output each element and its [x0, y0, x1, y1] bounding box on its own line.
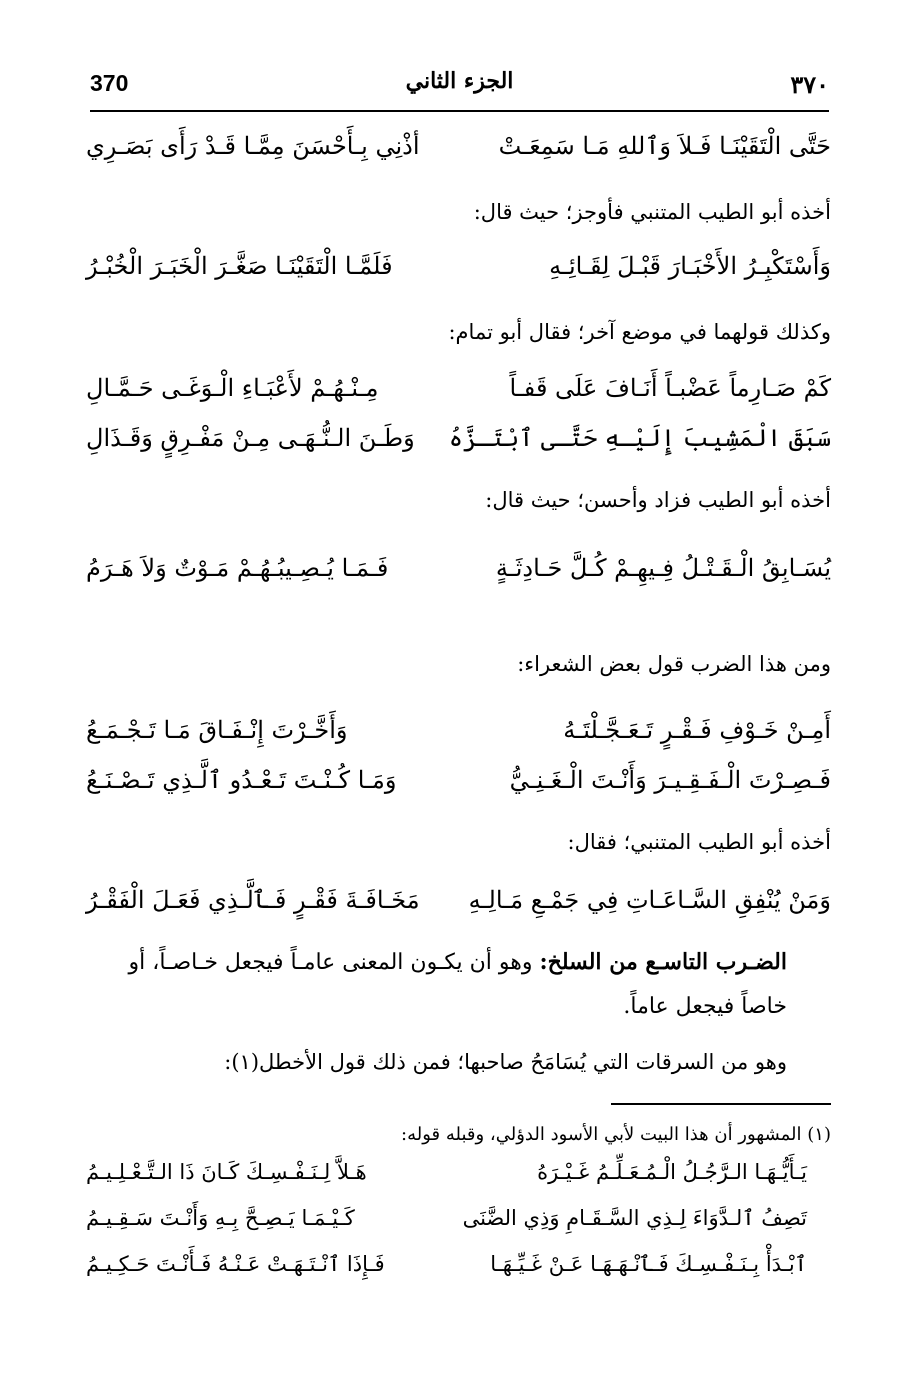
verse-hemistich: هَـلاَّ لِـنَـفْـسِـكَ كَـانَ ذَا الـتَّـعْـلِـيـمُ	[86, 1160, 367, 1184]
verse-hemistich: حَتَّى الْتَقَيْنَـا فَـلاَ وَٱللهِ مَـا سَمِعَـتْ	[498, 132, 831, 160]
prose-line: أخذه أبو الطيب المتنبي؛ فقال:	[567, 830, 831, 854]
verse-hemistich: مَخَـافَـةَ فَقْـرٍ فَـٱلَّـذِي فَعَـلَ الْفَقْـرُ	[86, 886, 420, 914]
verse-hemistich: سَبَقَ الْمَشِيبَ إِلَيْـهِ حَتَّـى ٱبْتَـزَّهُ	[448, 424, 831, 452]
verse-hemistich: كَـيْـمَـا يَـصِـحَّ بِـهِ وَأَنْـتَ سَـقِـيـمُ	[86, 1206, 355, 1230]
prose-line: أخذه أبو الطيب فزاد وأحسن؛ حيث قال:	[485, 488, 831, 512]
verse-hemistich: مِـنْـهُـمْ لأَعْبَـاءِ الْـوَغَـى حَـمَّـالِ	[86, 374, 379, 402]
verse-hemistich: تَصِفُ ٱلـدَّوَاءَ لِـذِي السَّـقَـامِ وَذِي الضَّنَى	[462, 1206, 807, 1230]
verse-hemistich: فَـإِذَا ٱنْـتَـهَـتْ عَـنْـهُ فَـأَنْـتَ حَـكِـيـمُ	[86, 1252, 385, 1276]
verse-hemistich: يُسَـابِقُ الْـقَـتْـلُ فِـيهِـمْ كُـلَّ حَـادِثَـةٍ	[495, 554, 831, 582]
page-number-latin: 370	[90, 70, 129, 96]
verse-hemistich: فَـمَـا يُـصِـيبُـهُـمْ مَـوْتٌ وَلاَ هَـرَمُ	[86, 554, 389, 582]
page-number-arabic: ٣٧٠	[790, 70, 829, 99]
verse-line	[86, 252, 831, 296]
verse-line	[86, 766, 831, 810]
verse-hemistich: فَلَمَّـا الْتَقَيْنَـا صَغَّـرَ الْخَبَـرَ الْخُبْـرُ	[86, 252, 393, 280]
verse-line	[86, 132, 831, 176]
verse-hemistich: وَمَـا كُـنْـتَ تَـعْـدُو ٱلَّـذِي تَـصْـنَـعُ	[86, 766, 397, 794]
running-title: الجزء الثاني	[405, 68, 514, 94]
verse-line	[86, 716, 831, 760]
verse-line	[86, 554, 831, 598]
section-label: الضـرب التاسـع من السلخ:	[539, 949, 787, 975]
verse-hemistich: كَمْ صَـارِماً عَضْبـاً أَنَـافَ عَلَى قَفـاً	[509, 374, 831, 402]
prose-line: وهو من السرقات التي يُسَامَحُ صاحبها؛ فمن ذلك قول الأخطل(١):	[224, 1050, 787, 1074]
prose-line: أخذه أبو الطيب المتنبي فأوجز؛ حيث قال:	[473, 200, 831, 224]
verse-hemistich: أذْنِي بِـأَحْسَنَ مِمَّـا قَـدْ رَأَى بَصَـرِي	[86, 132, 420, 160]
verse-line	[86, 424, 831, 468]
verse-hemistich: وَأَسْتَكْبِـرُ الأَخْبَـارَ قَبْـلَ لِقَـائِـهِ	[549, 252, 831, 280]
footnote-rule	[611, 1103, 831, 1105]
verse-hemistich: وَطَـنَ الـنُّـهَـى مِـنْ مَفْـرِقٍ وَقَـذَالِ	[86, 424, 415, 452]
verse-line	[86, 374, 831, 418]
page-header	[90, 62, 829, 106]
footnote-text: (١) المشهور أن هذا البيت لأبي الأسود الدؤلي، وقبله قوله:	[401, 1124, 831, 1145]
verse-hemistich: ٱبْـدَأْ بِـنَـفْـسِـكَ فَـٱنْـهَـهَـا عَـنْ غَـيِّـهَـا	[490, 1252, 807, 1276]
verse-line	[86, 886, 831, 930]
verse-hemistich: وَأَخَّـرْتَ إِنْـفَـاقَ مَـا تَـجْـمَـعُ	[86, 716, 348, 744]
header-rule	[90, 110, 829, 112]
footnote-verse	[86, 1206, 831, 1242]
footnote-verse	[86, 1160, 831, 1196]
verse-hemistich: يَـأَيُّـهَـا الـرَّجُـلُ الْـمُـعَـلِّـمُ غَـيْـرَهُ	[537, 1160, 807, 1184]
section-paragraph	[86, 940, 831, 1029]
verse-hemistich: فَـصِـرْتَ الْـفَـقِـيـرَ وَأَنْـتَ الْـغَـنِـيُّ	[509, 766, 831, 794]
verse-hemistich: وَمَنْ يُنْفِقِ السَّـاعَـاتِ فِي جَمْـعِ مَـالِـهِ	[468, 886, 831, 914]
footnote-verse	[86, 1252, 831, 1288]
section-text: وهو أن يكـون المعنى عامـاً فيجعل خـاصـاً، أو خاصاً فيجعل عاماً.	[128, 950, 787, 1019]
prose-line: ومن هذا الضرب قول بعض الشعراء:	[517, 652, 831, 676]
verse-hemistich: أَمِـنْ خَـوْفِ فَـقْـرٍ تَـعَـجَّـلْتَـهُ	[563, 716, 831, 744]
prose-line: وكذلك قولهما في موضع آخر؛ فقال أبو تمام:	[448, 320, 831, 344]
